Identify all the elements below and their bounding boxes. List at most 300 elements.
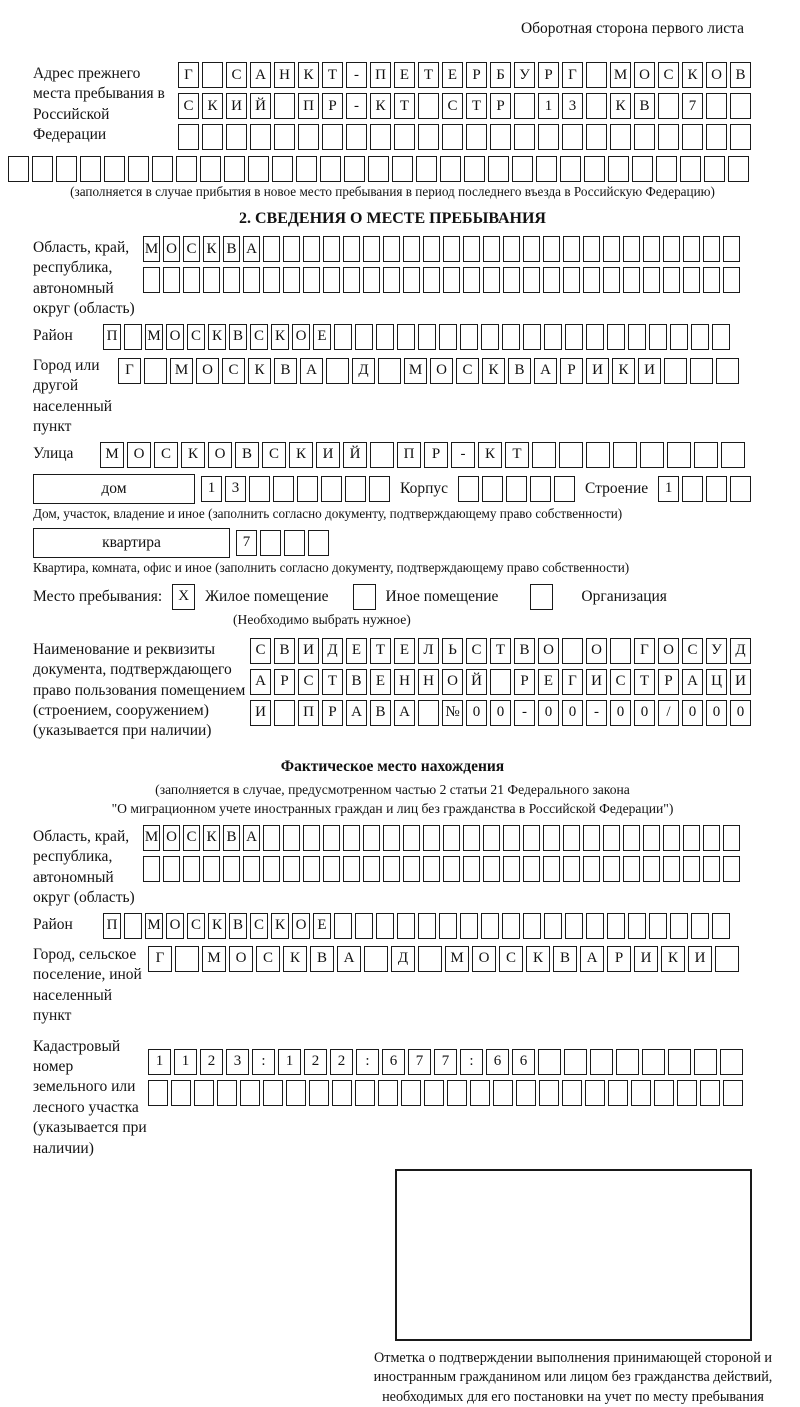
char-cell[interactable] (663, 236, 680, 262)
char-cell[interactable]: А (337, 946, 361, 972)
char-cell[interactable]: Й (343, 442, 367, 468)
char-cell[interactable] (706, 124, 727, 150)
char-cell[interactable] (584, 156, 605, 182)
char-cell[interactable] (691, 913, 709, 939)
char-cell[interactable] (363, 236, 380, 262)
char-cell[interactable] (423, 856, 440, 882)
char-cell[interactable]: М (145, 913, 163, 939)
char-cell[interactable] (631, 1080, 651, 1106)
char-cell[interactable] (530, 476, 551, 502)
char-cell[interactable] (418, 700, 439, 726)
char-cell[interactable]: К (612, 358, 635, 384)
char-cell[interactable]: И (634, 946, 658, 972)
char-cell[interactable]: С (499, 946, 523, 972)
char-cell[interactable]: С (256, 946, 280, 972)
char-cell[interactable]: О (166, 324, 184, 350)
char-cell[interactable]: 0 (682, 700, 703, 726)
char-cell[interactable] (320, 156, 341, 182)
char-cell[interactable] (704, 156, 725, 182)
char-cell[interactable]: 1 (201, 476, 222, 502)
char-cell[interactable] (56, 156, 77, 182)
checkbox-residential[interactable]: X (172, 584, 195, 610)
char-cell[interactable]: Д (322, 638, 343, 664)
char-cell[interactable] (171, 1080, 191, 1106)
char-cell[interactable] (355, 1080, 375, 1106)
char-cell[interactable]: К (298, 62, 319, 88)
char-cell[interactable]: Г (562, 62, 583, 88)
char-cell[interactable]: Н (394, 669, 415, 695)
char-cell[interactable]: Г (148, 946, 172, 972)
char-cell[interactable]: В (274, 638, 295, 664)
char-cell[interactable]: С (154, 442, 178, 468)
char-cell[interactable] (323, 267, 340, 293)
char-cell[interactable]: Т (634, 669, 655, 695)
char-cell[interactable] (297, 476, 318, 502)
char-cell[interactable]: К (208, 913, 226, 939)
char-cell[interactable]: 0 (538, 700, 559, 726)
char-cell[interactable]: И (586, 358, 609, 384)
char-cell[interactable]: О (163, 825, 180, 851)
char-cell[interactable] (663, 825, 680, 851)
char-cell[interactable]: Ь (442, 638, 463, 664)
char-cell[interactable]: 2 (304, 1049, 327, 1075)
char-cell[interactable] (703, 856, 720, 882)
char-cell[interactable] (175, 946, 199, 972)
char-cell[interactable] (691, 324, 709, 350)
char-cell[interactable] (539, 1080, 559, 1106)
char-cell[interactable] (424, 1080, 444, 1106)
char-cell[interactable]: О (166, 913, 184, 939)
char-cell[interactable]: 0 (610, 700, 631, 726)
char-cell[interactable] (506, 476, 527, 502)
char-cell[interactable] (32, 156, 53, 182)
char-cell[interactable]: 1 (174, 1049, 197, 1075)
char-cell[interactable] (523, 324, 541, 350)
char-cell[interactable] (610, 124, 631, 150)
char-cell[interactable] (523, 267, 540, 293)
char-cell[interactable] (563, 825, 580, 851)
char-cell[interactable]: С (610, 669, 631, 695)
char-cell[interactable] (712, 324, 730, 350)
char-cell[interactable]: Т (322, 62, 343, 88)
char-cell[interactable] (488, 156, 509, 182)
char-cell[interactable] (716, 358, 739, 384)
char-cell[interactable]: В (310, 946, 334, 972)
char-cell[interactable] (443, 825, 460, 851)
char-cell[interactable] (439, 324, 457, 350)
char-cell[interactable] (623, 825, 640, 851)
char-cell[interactable] (723, 1080, 743, 1106)
char-cell[interactable]: В (274, 358, 297, 384)
char-cell[interactable]: М (202, 946, 226, 972)
char-cell[interactable] (370, 124, 391, 150)
char-cell[interactable] (723, 236, 740, 262)
char-cell[interactable]: : (460, 1049, 483, 1075)
char-cell[interactable]: Г (634, 638, 655, 664)
char-cell[interactable]: К (478, 442, 502, 468)
char-cell[interactable] (260, 530, 281, 556)
char-cell[interactable] (481, 913, 499, 939)
char-cell[interactable]: Д (391, 946, 415, 972)
char-cell[interactable]: Т (490, 638, 511, 664)
char-cell[interactable]: П (298, 700, 319, 726)
char-cell[interactable] (523, 913, 541, 939)
char-cell[interactable] (658, 93, 679, 119)
char-cell[interactable]: В (235, 442, 259, 468)
char-cell[interactable] (383, 856, 400, 882)
char-cell[interactable] (586, 324, 604, 350)
char-cell[interactable] (543, 236, 560, 262)
char-cell[interactable] (583, 267, 600, 293)
char-cell[interactable]: К (271, 324, 289, 350)
char-cell[interactable] (543, 825, 560, 851)
char-cell[interactable]: И (730, 669, 751, 695)
char-cell[interactable] (223, 267, 240, 293)
char-cell[interactable] (143, 267, 160, 293)
char-cell[interactable]: В (223, 236, 240, 262)
char-cell[interactable] (670, 913, 688, 939)
char-cell[interactable] (536, 156, 557, 182)
char-cell[interactable] (183, 856, 200, 882)
char-cell[interactable]: Р (538, 62, 559, 88)
char-cell[interactable] (482, 476, 503, 502)
char-cell[interactable]: - (451, 442, 475, 468)
char-cell[interactable]: К (208, 324, 226, 350)
char-cell[interactable]: А (300, 358, 323, 384)
char-cell[interactable]: С (250, 324, 268, 350)
char-cell[interactable]: Р (274, 669, 295, 695)
char-cell[interactable] (378, 358, 401, 384)
char-cell[interactable] (403, 267, 420, 293)
char-cell[interactable]: Т (322, 669, 343, 695)
char-cell[interactable]: О (706, 62, 727, 88)
char-cell[interactable] (643, 825, 660, 851)
char-cell[interactable] (643, 236, 660, 262)
char-cell[interactable] (283, 856, 300, 882)
char-cell[interactable]: Н (274, 62, 295, 88)
char-cell[interactable]: 0 (634, 700, 655, 726)
char-cell[interactable] (683, 825, 700, 851)
char-cell[interactable] (590, 1049, 613, 1075)
char-cell[interactable]: 1 (148, 1049, 171, 1075)
char-cell[interactable] (643, 267, 660, 293)
char-cell[interactable] (343, 856, 360, 882)
char-cell[interactable] (423, 825, 440, 851)
char-cell[interactable] (613, 442, 637, 468)
char-cell[interactable] (263, 856, 280, 882)
char-cell[interactable]: 7 (434, 1049, 457, 1075)
char-cell[interactable]: И (250, 700, 271, 726)
char-cell[interactable] (700, 1080, 720, 1106)
char-cell[interactable] (603, 825, 620, 851)
char-cell[interactable]: К (248, 358, 271, 384)
char-cell[interactable]: А (250, 62, 271, 88)
char-cell[interactable] (466, 124, 487, 150)
char-cell[interactable]: С (658, 62, 679, 88)
char-cell[interactable] (343, 825, 360, 851)
char-cell[interactable]: Ц (706, 669, 727, 695)
checkbox-other-premises[interactable] (353, 584, 376, 610)
char-cell[interactable] (423, 236, 440, 262)
char-cell[interactable] (628, 324, 646, 350)
char-cell[interactable] (263, 825, 280, 851)
char-cell[interactable]: Р (466, 62, 487, 88)
char-cell[interactable]: К (289, 442, 313, 468)
char-cell[interactable]: А (346, 700, 367, 726)
char-cell[interactable] (658, 124, 679, 150)
char-cell[interactable]: - (514, 700, 535, 726)
char-cell[interactable] (418, 93, 439, 119)
char-cell[interactable]: С (187, 913, 205, 939)
char-cell[interactable] (248, 156, 269, 182)
char-cell[interactable] (203, 267, 220, 293)
char-cell[interactable] (703, 267, 720, 293)
char-cell[interactable] (608, 156, 629, 182)
char-cell[interactable] (163, 856, 180, 882)
char-cell[interactable] (585, 1080, 605, 1106)
char-cell[interactable] (263, 1080, 283, 1106)
char-cell[interactable]: О (586, 638, 607, 664)
char-cell[interactable] (538, 1049, 561, 1075)
char-cell[interactable] (483, 236, 500, 262)
char-cell[interactable] (470, 1080, 490, 1106)
char-cell[interactable] (730, 124, 751, 150)
char-cell[interactable] (124, 324, 142, 350)
char-cell[interactable]: А (243, 236, 260, 262)
char-cell[interactable]: Й (466, 669, 487, 695)
char-cell[interactable] (463, 825, 480, 851)
char-cell[interactable] (683, 856, 700, 882)
char-cell[interactable]: Е (346, 638, 367, 664)
char-cell[interactable] (298, 124, 319, 150)
char-cell[interactable] (202, 124, 223, 150)
char-cell[interactable] (272, 156, 293, 182)
char-cell[interactable] (682, 124, 703, 150)
char-cell[interactable]: 0 (730, 700, 751, 726)
char-cell[interactable] (586, 124, 607, 150)
char-cell[interactable] (503, 856, 520, 882)
char-cell[interactable]: Г (178, 62, 199, 88)
char-cell[interactable] (663, 856, 680, 882)
char-cell[interactable]: 7 (408, 1049, 431, 1075)
char-cell[interactable]: И (688, 946, 712, 972)
char-cell[interactable] (610, 638, 631, 664)
char-cell[interactable]: А (243, 825, 260, 851)
char-cell[interactable]: 3 (562, 93, 583, 119)
char-cell[interactable] (423, 267, 440, 293)
char-cell[interactable] (623, 236, 640, 262)
char-cell[interactable] (403, 825, 420, 851)
char-cell[interactable] (326, 358, 349, 384)
char-cell[interactable]: Д (730, 638, 751, 664)
char-cell[interactable]: Р (514, 669, 535, 695)
char-cell[interactable] (203, 856, 220, 882)
char-cell[interactable] (683, 267, 700, 293)
char-cell[interactable] (683, 236, 700, 262)
char-cell[interactable]: К (661, 946, 685, 972)
char-cell[interactable] (344, 156, 365, 182)
char-cell[interactable] (623, 856, 640, 882)
char-cell[interactable] (323, 236, 340, 262)
char-cell[interactable] (463, 236, 480, 262)
char-cell[interactable]: М (404, 358, 427, 384)
char-cell[interactable] (383, 825, 400, 851)
char-cell[interactable] (243, 267, 260, 293)
char-cell[interactable]: О (634, 62, 655, 88)
char-cell[interactable] (559, 442, 583, 468)
char-cell[interactable]: К (203, 825, 220, 851)
char-cell[interactable] (447, 1080, 467, 1106)
char-cell[interactable] (654, 1080, 674, 1106)
char-cell[interactable]: О (196, 358, 219, 384)
char-cell[interactable]: С (250, 638, 271, 664)
char-cell[interactable] (706, 93, 727, 119)
char-cell[interactable]: И (316, 442, 340, 468)
char-cell[interactable]: А (534, 358, 557, 384)
char-cell[interactable]: М (610, 62, 631, 88)
char-cell[interactable]: О (538, 638, 559, 664)
char-cell[interactable] (443, 267, 460, 293)
char-cell[interactable] (443, 856, 460, 882)
char-cell[interactable] (493, 1080, 513, 1106)
char-cell[interactable]: 1 (538, 93, 559, 119)
char-cell[interactable] (649, 913, 667, 939)
char-cell[interactable]: Й (250, 93, 271, 119)
char-cell[interactable] (343, 267, 360, 293)
char-cell[interactable] (403, 856, 420, 882)
char-cell[interactable]: Р (424, 442, 448, 468)
char-cell[interactable] (363, 856, 380, 882)
char-cell[interactable] (303, 267, 320, 293)
char-cell[interactable]: 2 (200, 1049, 223, 1075)
char-cell[interactable]: К (202, 93, 223, 119)
char-cell[interactable] (483, 267, 500, 293)
char-cell[interactable] (397, 913, 415, 939)
char-cell[interactable] (538, 124, 559, 150)
char-cell[interactable] (616, 1049, 639, 1075)
char-cell[interactable] (543, 267, 560, 293)
char-cell[interactable] (383, 236, 400, 262)
char-cell[interactable] (523, 825, 540, 851)
char-cell[interactable] (607, 324, 625, 350)
char-cell[interactable] (439, 913, 457, 939)
char-cell[interactable] (378, 1080, 398, 1106)
char-cell[interactable]: 0 (466, 700, 487, 726)
char-cell[interactable] (730, 93, 751, 119)
char-cell[interactable] (249, 476, 270, 502)
char-cell[interactable] (565, 324, 583, 350)
char-cell[interactable] (563, 267, 580, 293)
char-cell[interactable]: 3 (226, 1049, 249, 1075)
char-cell[interactable]: 7 (236, 530, 257, 556)
char-cell[interactable]: 0 (490, 700, 511, 726)
char-cell[interactable] (563, 236, 580, 262)
char-cell[interactable]: Г (118, 358, 141, 384)
char-cell[interactable] (564, 1049, 587, 1075)
char-cell[interactable] (217, 1080, 237, 1106)
char-cell[interactable] (565, 913, 583, 939)
char-cell[interactable]: К (526, 946, 550, 972)
char-cell[interactable]: Р (490, 93, 511, 119)
char-cell[interactable] (543, 856, 560, 882)
char-cell[interactable] (483, 825, 500, 851)
char-cell[interactable] (240, 1080, 260, 1106)
char-cell[interactable] (715, 946, 739, 972)
char-cell[interactable] (464, 156, 485, 182)
char-cell[interactable] (323, 825, 340, 851)
char-cell[interactable] (369, 476, 390, 502)
char-cell[interactable]: У (706, 638, 727, 664)
char-cell[interactable]: М (445, 946, 469, 972)
char-cell[interactable] (243, 856, 260, 882)
char-cell[interactable]: К (370, 93, 391, 119)
char-cell[interactable] (503, 267, 520, 293)
char-cell[interactable]: 1 (278, 1049, 301, 1075)
char-cell[interactable]: В (229, 913, 247, 939)
char-cell[interactable] (694, 1049, 717, 1075)
char-cell[interactable]: Р (607, 946, 631, 972)
char-cell[interactable] (442, 124, 463, 150)
char-cell[interactable]: Р (560, 358, 583, 384)
char-cell[interactable]: Б (490, 62, 511, 88)
char-cell[interactable]: К (482, 358, 505, 384)
char-cell[interactable] (514, 124, 535, 150)
char-cell[interactable] (603, 856, 620, 882)
char-cell[interactable]: С (442, 93, 463, 119)
char-cell[interactable]: Е (538, 669, 559, 695)
char-cell[interactable] (332, 1080, 352, 1106)
char-cell[interactable] (303, 236, 320, 262)
char-cell[interactable]: У (514, 62, 535, 88)
char-cell[interactable]: В (508, 358, 531, 384)
char-cell[interactable]: В (346, 669, 367, 695)
char-cell[interactable] (309, 1080, 329, 1106)
char-cell[interactable] (383, 267, 400, 293)
char-cell[interactable]: - (346, 62, 367, 88)
char-cell[interactable]: Т (466, 93, 487, 119)
char-cell[interactable]: С (183, 236, 200, 262)
char-cell[interactable] (586, 62, 607, 88)
char-cell[interactable]: В (229, 324, 247, 350)
char-cell[interactable] (563, 856, 580, 882)
char-cell[interactable] (690, 358, 713, 384)
char-cell[interactable] (355, 324, 373, 350)
char-cell[interactable] (143, 856, 160, 882)
char-cell[interactable] (512, 156, 533, 182)
char-cell[interactable] (670, 324, 688, 350)
char-cell[interactable] (274, 93, 295, 119)
char-cell[interactable]: К (181, 442, 205, 468)
char-cell[interactable]: В (634, 93, 655, 119)
char-cell[interactable] (418, 324, 436, 350)
char-cell[interactable] (483, 856, 500, 882)
char-cell[interactable]: : (252, 1049, 275, 1075)
char-cell[interactable]: Р (658, 669, 679, 695)
char-cell[interactable]: Е (394, 62, 415, 88)
char-cell[interactable] (416, 156, 437, 182)
char-cell[interactable]: Р (322, 93, 343, 119)
char-cell[interactable]: К (283, 946, 307, 972)
char-cell[interactable]: Т (370, 638, 391, 664)
char-cell[interactable]: Т (394, 93, 415, 119)
char-cell[interactable] (183, 267, 200, 293)
char-cell[interactable]: / (658, 700, 679, 726)
char-cell[interactable] (80, 156, 101, 182)
char-cell[interactable]: О (208, 442, 232, 468)
char-cell[interactable] (554, 476, 575, 502)
char-cell[interactable] (346, 124, 367, 150)
char-cell[interactable]: О (292, 913, 310, 939)
